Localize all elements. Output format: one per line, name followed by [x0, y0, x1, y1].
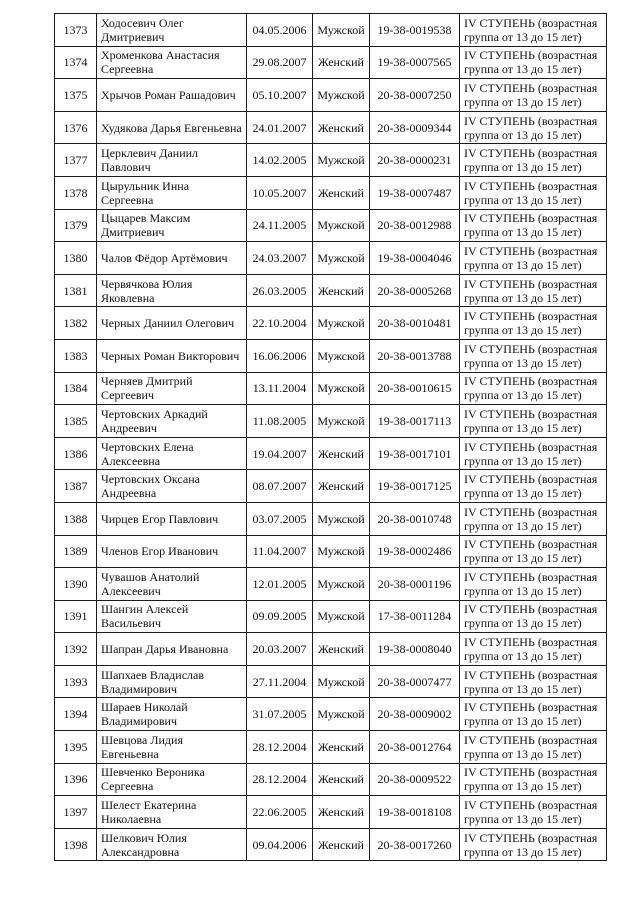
- row-number-cell: 1376: [55, 111, 97, 144]
- gender-cell: Мужской: [313, 535, 370, 568]
- uin-number-cell: 20-38-0001196: [370, 568, 460, 601]
- gto-level-cell: IV СТУПЕНЬ (возрастная группа от 13 до 15 лет): [460, 470, 607, 503]
- gender-cell: Мужской: [313, 665, 370, 698]
- row-number-cell: 1378: [55, 176, 97, 209]
- gto-level-cell: IV СТУПЕНЬ (возрастная группа от 13 до 15 лет): [460, 568, 607, 601]
- gto-level-cell: IV СТУПЕНЬ (возрастная группа от 13 до 15 лет): [460, 763, 607, 796]
- birth-date-cell: 09.09.2005: [247, 600, 313, 633]
- uin-number-cell: 20-38-0009344: [370, 111, 460, 144]
- uin-number-cell: 20-38-0007477: [370, 665, 460, 698]
- table-row: [55, 372, 607, 405]
- gto-level-cell: IV СТУПЕНЬ (возрастная группа от 13 до 15 лет): [460, 176, 607, 209]
- birth-date-cell: 29.08.2007: [247, 46, 313, 79]
- table-row: [55, 176, 607, 209]
- full-name-cell: Худякова Дарья Евгеньевна: [97, 111, 247, 144]
- table-row: [55, 209, 607, 242]
- full-name-cell: Ходосевич Олег Дмитриевич: [97, 14, 247, 47]
- full-name-cell: Чирцев Егор Павлович: [97, 502, 247, 535]
- uin-number-cell: 20-38-0000231: [370, 144, 460, 177]
- gender-cell: Женский: [313, 828, 370, 861]
- uin-number-cell: 17-38-0011284: [370, 600, 460, 633]
- full-name-cell: Шевченко Вероника Сергеевна: [97, 763, 247, 796]
- table-row: [55, 14, 607, 47]
- full-name-cell: Церклевич Даниил Павлович: [97, 144, 247, 177]
- uin-number-cell: 20-38-0009002: [370, 698, 460, 731]
- uin-number-cell: 19-38-0019538: [370, 14, 460, 47]
- row-number-cell: 1392: [55, 633, 97, 666]
- gender-cell: Женский: [313, 796, 370, 829]
- row-number-cell: 1387: [55, 470, 97, 503]
- uin-number-cell: 20-38-0010615: [370, 372, 460, 405]
- row-number-cell: 1388: [55, 502, 97, 535]
- row-number-cell: 1384: [55, 372, 97, 405]
- gto-level-cell: IV СТУПЕНЬ (возрастная группа от 13 до 15 лет): [460, 307, 607, 340]
- uin-number-cell: 20-38-0017260: [370, 828, 460, 861]
- full-name-cell: Черных Даниил Олегович: [97, 307, 247, 340]
- full-name-cell: Цыцарев Максим Дмитриевич: [97, 209, 247, 242]
- gto-level-cell: IV СТУПЕНЬ (возрастная группа от 13 до 15 лет): [460, 665, 607, 698]
- birth-date-cell: 16.06.2006: [247, 339, 313, 372]
- table-row: [55, 274, 607, 307]
- gender-cell: Мужской: [313, 242, 370, 275]
- registry-table: [54, 13, 607, 861]
- uin-number-cell: 19-38-0008040: [370, 633, 460, 666]
- gto-level-cell: IV СТУПЕНЬ (возрастная группа от 13 до 15 лет): [460, 502, 607, 535]
- gto-level-cell: IV СТУПЕНЬ (возрастная группа от 13 до 15 лет): [460, 535, 607, 568]
- row-number-cell: 1397: [55, 796, 97, 829]
- row-number-cell: 1382: [55, 307, 97, 340]
- birth-date-cell: 22.10.2004: [247, 307, 313, 340]
- table-row: [55, 437, 607, 470]
- birth-date-cell: 24.01.2007: [247, 111, 313, 144]
- birth-date-cell: 13.11.2004: [247, 372, 313, 405]
- birth-date-cell: 26.03.2005: [247, 274, 313, 307]
- row-number-cell: 1380: [55, 242, 97, 275]
- birth-date-cell: 08.07.2007: [247, 470, 313, 503]
- gender-cell: Женский: [313, 46, 370, 79]
- full-name-cell: Черняев Дмитрий Сергеевич: [97, 372, 247, 405]
- full-name-cell: Шевцова Лидия Евгеньевна: [97, 731, 247, 764]
- gto-level-cell: IV СТУПЕНЬ (возрастная группа от 13 до 15 лет): [460, 111, 607, 144]
- gender-cell: Женский: [313, 176, 370, 209]
- full-name-cell: Шараев Николай Владимирович: [97, 698, 247, 731]
- row-number-cell: 1373: [55, 14, 97, 47]
- full-name-cell: Шангин Алексей Васильевич: [97, 600, 247, 633]
- gto-level-cell: IV СТУПЕНЬ (возрастная группа от 13 до 15 лет): [460, 46, 607, 79]
- table-row: [55, 405, 607, 438]
- row-number-cell: 1374: [55, 46, 97, 79]
- table-row: [55, 763, 607, 796]
- table-row: [55, 568, 607, 601]
- uin-number-cell: 20-38-0010481: [370, 307, 460, 340]
- gender-cell: Мужской: [313, 144, 370, 177]
- full-name-cell: Черных Роман Викторович: [97, 339, 247, 372]
- birth-date-cell: 11.04.2007: [247, 535, 313, 568]
- gender-cell: Мужской: [313, 339, 370, 372]
- table-row: [55, 828, 607, 861]
- birth-date-cell: 03.07.2005: [247, 502, 313, 535]
- row-number-cell: 1396: [55, 763, 97, 796]
- gto-level-cell: IV СТУПЕНЬ (возрастная группа от 13 до 15 лет): [460, 633, 607, 666]
- birth-date-cell: 22.06.2005: [247, 796, 313, 829]
- birth-date-cell: 27.11.2004: [247, 665, 313, 698]
- uin-number-cell: 20-38-0010748: [370, 502, 460, 535]
- row-number-cell: 1395: [55, 731, 97, 764]
- birth-date-cell: 04.05.2006: [247, 14, 313, 47]
- gto-level-cell: IV СТУПЕНЬ (возрастная группа от 13 до 15 лет): [460, 79, 607, 112]
- gto-level-cell: IV СТУПЕНЬ (возрастная группа от 13 до 15 лет): [460, 437, 607, 470]
- full-name-cell: Чувашов Анатолий Алексеевич: [97, 568, 247, 601]
- row-number-cell: 1394: [55, 698, 97, 731]
- table-row: [55, 79, 607, 112]
- birth-date-cell: 28.12.2004: [247, 731, 313, 764]
- table-row: [55, 698, 607, 731]
- gender-cell: Женский: [313, 763, 370, 796]
- full-name-cell: Шапран Дарья Ивановна: [97, 633, 247, 666]
- table-row: [55, 600, 607, 633]
- uin-number-cell: 20-38-0009522: [370, 763, 460, 796]
- full-name-cell: Шапхаев Владислав Владимирович: [97, 665, 247, 698]
- full-name-cell: Членов Егор Иванович: [97, 535, 247, 568]
- uin-number-cell: 19-38-0002486: [370, 535, 460, 568]
- uin-number-cell: 19-38-0017101: [370, 437, 460, 470]
- registry-table-body: [55, 14, 607, 861]
- table-row: [55, 535, 607, 568]
- gto-level-cell: IV СТУПЕНЬ (возрастная группа от 13 до 15 лет): [460, 731, 607, 764]
- gender-cell: Женский: [313, 731, 370, 764]
- table-row: [55, 242, 607, 275]
- row-number-cell: 1391: [55, 600, 97, 633]
- table-row: [55, 46, 607, 79]
- birth-date-cell: 14.02.2005: [247, 144, 313, 177]
- uin-number-cell: 20-38-0007250: [370, 79, 460, 112]
- gender-cell: Мужской: [313, 600, 370, 633]
- table-row: [55, 470, 607, 503]
- uin-number-cell: 20-38-0012988: [370, 209, 460, 242]
- gender-cell: Женский: [313, 437, 370, 470]
- row-number-cell: 1377: [55, 144, 97, 177]
- row-number-cell: 1386: [55, 437, 97, 470]
- gto-level-cell: IV СТУПЕНЬ (возрастная группа от 13 до 15 лет): [460, 209, 607, 242]
- birth-date-cell: 24.03.2007: [247, 242, 313, 275]
- row-number-cell: 1385: [55, 405, 97, 438]
- uin-number-cell: 19-38-0017113: [370, 405, 460, 438]
- gender-cell: Женский: [313, 274, 370, 307]
- birth-date-cell: 11.08.2005: [247, 405, 313, 438]
- full-name-cell: Чертовских Аркадий Андреевич: [97, 405, 247, 438]
- gto-level-cell: IV СТУПЕНЬ (возрастная группа от 13 до 15 лет): [460, 339, 607, 372]
- full-name-cell: Чертовских Оксана Андреевна: [97, 470, 247, 503]
- uin-number-cell: 19-38-0007565: [370, 46, 460, 79]
- gto-level-cell: IV СТУПЕНЬ (возрастная группа от 13 до 15 лет): [460, 600, 607, 633]
- gender-cell: Мужской: [313, 405, 370, 438]
- birth-date-cell: 20.03.2007: [247, 633, 313, 666]
- birth-date-cell: 10.05.2007: [247, 176, 313, 209]
- full-name-cell: Цырульник Инна Сергеевна: [97, 176, 247, 209]
- gender-cell: Женский: [313, 633, 370, 666]
- gto-level-cell: IV СТУПЕНЬ (возрастная группа от 13 до 15 лет): [460, 14, 607, 47]
- gender-cell: Мужской: [313, 568, 370, 601]
- full-name-cell: Хроменкова Анастасия Сергеевна: [97, 46, 247, 79]
- full-name-cell: Чертовских Елена Алексеевна: [97, 437, 247, 470]
- full-name-cell: Шелест Екатерина Николаевна: [97, 796, 247, 829]
- gender-cell: Женский: [313, 470, 370, 503]
- full-name-cell: Шелкович Юлия Александровна: [97, 828, 247, 861]
- uin-number-cell: 20-38-0005268: [370, 274, 460, 307]
- row-number-cell: 1379: [55, 209, 97, 242]
- gto-level-cell: IV СТУПЕНЬ (возрастная группа от 13 до 15 лет): [460, 698, 607, 731]
- row-number-cell: 1398: [55, 828, 97, 861]
- uin-number-cell: 20-38-0012764: [370, 731, 460, 764]
- uin-number-cell: 19-38-0017125: [370, 470, 460, 503]
- gto-level-cell: IV СТУПЕНЬ (возрастная группа от 13 до 15 лет): [460, 242, 607, 275]
- uin-number-cell: 19-38-0004046: [370, 242, 460, 275]
- gender-cell: Мужской: [313, 79, 370, 112]
- uin-number-cell: 19-38-0018108: [370, 796, 460, 829]
- birth-date-cell: 28.12.2004: [247, 763, 313, 796]
- uin-number-cell: 20-38-0013788: [370, 339, 460, 372]
- birth-date-cell: 05.10.2007: [247, 79, 313, 112]
- gto-level-cell: IV СТУПЕНЬ (возрастная группа от 13 до 15 лет): [460, 796, 607, 829]
- row-number-cell: 1389: [55, 535, 97, 568]
- table-row: [55, 731, 607, 764]
- gender-cell: Мужской: [313, 209, 370, 242]
- row-number-cell: 1381: [55, 274, 97, 307]
- full-name-cell: Хрычов Роман Рашадович: [97, 79, 247, 112]
- gender-cell: Мужской: [313, 502, 370, 535]
- row-number-cell: 1393: [55, 665, 97, 698]
- gto-level-cell: IV СТУПЕНЬ (возрастная группа от 13 до 15 лет): [460, 405, 607, 438]
- table-row: [55, 502, 607, 535]
- full-name-cell: Чалов Фёдор Артёмович: [97, 242, 247, 275]
- birth-date-cell: 24.11.2005: [247, 209, 313, 242]
- gender-cell: Мужской: [313, 698, 370, 731]
- table-row: [55, 665, 607, 698]
- row-number-cell: 1390: [55, 568, 97, 601]
- birth-date-cell: 19.04.2007: [247, 437, 313, 470]
- birth-date-cell: 12.01.2005: [247, 568, 313, 601]
- gender-cell: Мужской: [313, 14, 370, 47]
- birth-date-cell: 31.07.2005: [247, 698, 313, 731]
- table-row: [55, 111, 607, 144]
- gto-level-cell: IV СТУПЕНЬ (возрастная группа от 13 до 15 лет): [460, 828, 607, 861]
- uin-number-cell: 19-38-0007487: [370, 176, 460, 209]
- birth-date-cell: 09.04.2006: [247, 828, 313, 861]
- table-row: [55, 144, 607, 177]
- table-row: [55, 796, 607, 829]
- full-name-cell: Червячкова Юлия Яковлевна: [97, 274, 247, 307]
- gto-level-cell: IV СТУПЕНЬ (возрастная группа от 13 до 15 лет): [460, 274, 607, 307]
- row-number-cell: 1383: [55, 339, 97, 372]
- gender-cell: Женский: [313, 111, 370, 144]
- gto-level-cell: IV СТУПЕНЬ (возрастная группа от 13 до 15 лет): [460, 372, 607, 405]
- gto-level-cell: IV СТУПЕНЬ (возрастная группа от 13 до 15 лет): [460, 144, 607, 177]
- row-number-cell: 1375: [55, 79, 97, 112]
- table-row: [55, 307, 607, 340]
- table-row: [55, 633, 607, 666]
- gender-cell: Мужской: [313, 307, 370, 340]
- gender-cell: Мужской: [313, 372, 370, 405]
- table-row: [55, 339, 607, 372]
